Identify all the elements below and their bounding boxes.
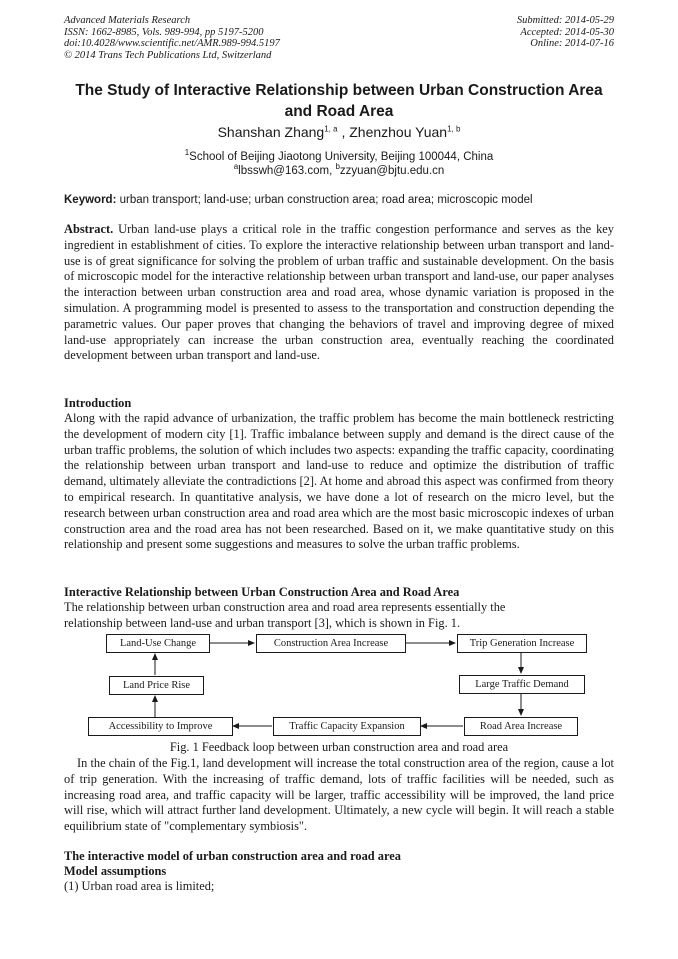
authors (60, 124, 618, 140)
keyword-text: urban transport; land-use; urban construction area; road area; microscopic model (116, 194, 533, 206)
journal-name: Advanced Materials Research (64, 15, 191, 26)
online-date: Online: 2014-07-16 (530, 38, 614, 49)
email-b[interactable]: zzyuan@bjtu.edu.cn (339, 165, 445, 177)
paper-title (60, 80, 618, 122)
title-line-2: and Road Area (284, 103, 394, 120)
box-trip-generation-increase: Trip Generation Increase (457, 634, 587, 653)
affil-sup-b: b (335, 162, 340, 172)
author-separator: , (337, 124, 350, 140)
affil-school: School of Beijing Jiaotong University, Beijing 100044, China (189, 151, 494, 163)
feedback-loop-figure (0, 630, 678, 742)
keywords (64, 194, 624, 206)
affil-sup-a: a (233, 162, 239, 172)
accepted-date: Accepted: 2014-05-30 (520, 26, 614, 38)
affil-sup-1: 1 (184, 148, 190, 158)
author-2-sup: 1, b (447, 124, 461, 134)
author-2: Zhenzhou Yuan (349, 124, 448, 140)
submitted-date: Submitted: 2014-05-29 (516, 15, 614, 26)
introduction-heading: Introduction (64, 396, 132, 410)
model-assumptions-heading: Model assumptions (64, 864, 167, 878)
box-accessibility-to-improve: Accessibility to Improve (88, 717, 233, 736)
keyword-label: Keyword: (64, 194, 117, 206)
figure-caption: Fig. 1 Feedback loop between urban construction area and road area (169, 740, 509, 754)
journal-copyright: © 2014 Trans Tech Publications Ltd, Switzerland (64, 49, 272, 61)
section-3-heading: The interactive model of urban construction area and road area (64, 849, 401, 863)
introduction-text: Along with the rapid advance of urbanization, the traffic problem has become the main bottleneck restricting the development of modern city [1]. Traffic imbalance between supply and demand is the direct cause of the urban traffic problems, the solution of which includes two aspects: expanding the traffic capacity, coordinating the relationship between urban transport and land-use to reduce and optimize the distribution of traffic demand, ultimately alleviate the contradictions [2]. At home and abroad this aspect was confirmed from theory to empirical research. In quantitative analysis, we have done a lot of research on the micro level, but the research between urban construction area and road area which are the most basic microscopic indexes of urban construction area and the road area has not been researched. Based on it, we make quantitative study on this relationship and present some suggestions and measures to solve the urban traffic problems. (64, 411, 614, 552)
author-1: Shanshan Zhang (217, 124, 325, 140)
box-road-area-increase: Road Area Increase (464, 717, 578, 736)
box-land-use-change: Land-Use Change (106, 634, 210, 653)
section-2-heading: Interactive Relationship between Urban Construction Area and Road Area (64, 585, 460, 599)
title-line-1: The Study of Interactive Relationship between Urban Construction Area (75, 82, 603, 99)
affiliation (60, 150, 618, 178)
section-2-text (64, 600, 614, 632)
assumption-item-1: (1) Urban road area is limited; (64, 879, 215, 893)
box-construction-area-increase: Construction Area Increase (256, 634, 406, 653)
abstract-label: Abstract. (64, 222, 114, 236)
journal-header (64, 15, 280, 61)
email-a[interactable]: lbsswh@163.com, (238, 165, 336, 177)
abstract (64, 222, 614, 364)
chain-paragraph: In the chain of the Fig.1, land development will increase the total construction area of the region, cause a lot of trip generation. With the increasing of traffic demand, lots of traffic facilities will be needed, such as increasing road area, and traffic capacity will be larger, traffic accessibility will be improved, the land price will rise, which will attract further land development. Ultimately, a new cycle will begin. It will reach a stable equilibrium state of "complementary symbiosis". (64, 756, 614, 834)
dates-header (517, 15, 614, 50)
author-1-sup: 1, a (324, 124, 338, 134)
box-traffic-capacity-expansion: Traffic Capacity Expansion (273, 717, 421, 736)
journal-doi: doi:10.4028/www.scientific.net/AMR.989-994.5197 (64, 38, 280, 49)
section-2-line-2: relationship between land-use and urban transport [3], which is shown in Fig. 1. (64, 615, 461, 630)
box-large-traffic-demand: Large Traffic Demand (459, 675, 585, 694)
section-2-line-1: The relationship between urban construction area and road area represents essentially the (64, 600, 506, 614)
box-land-price-rise: Land Price Rise (109, 676, 204, 695)
abstract-text: Urban land-use plays a critical role in the traffic congestion performance and serves as the key ingredient in establishment of cities. To explore the interactive relationship between urban transport and land-use is of great significance for solving the problem of urban traffic and sustainable development. On the basis of microscopic model for the interactive relationship between urban transport and land-use, our paper analyses the interaction between urban construction area and road area, whose dynamic variation is proposed in the simulation. A programming model is presented to assess to the transportation and construction depending the parametric values. Our paper proves that changing the behaviors of travel and improving degree of mixed land-use appropriately can increase the urban construction area, eventually reaching the coordinated development between urban transport and land-use. (64, 222, 614, 363)
journal-issn: ISSN: 1662-8985, Vols. 989-994, pp 5197-5200 (64, 26, 264, 38)
